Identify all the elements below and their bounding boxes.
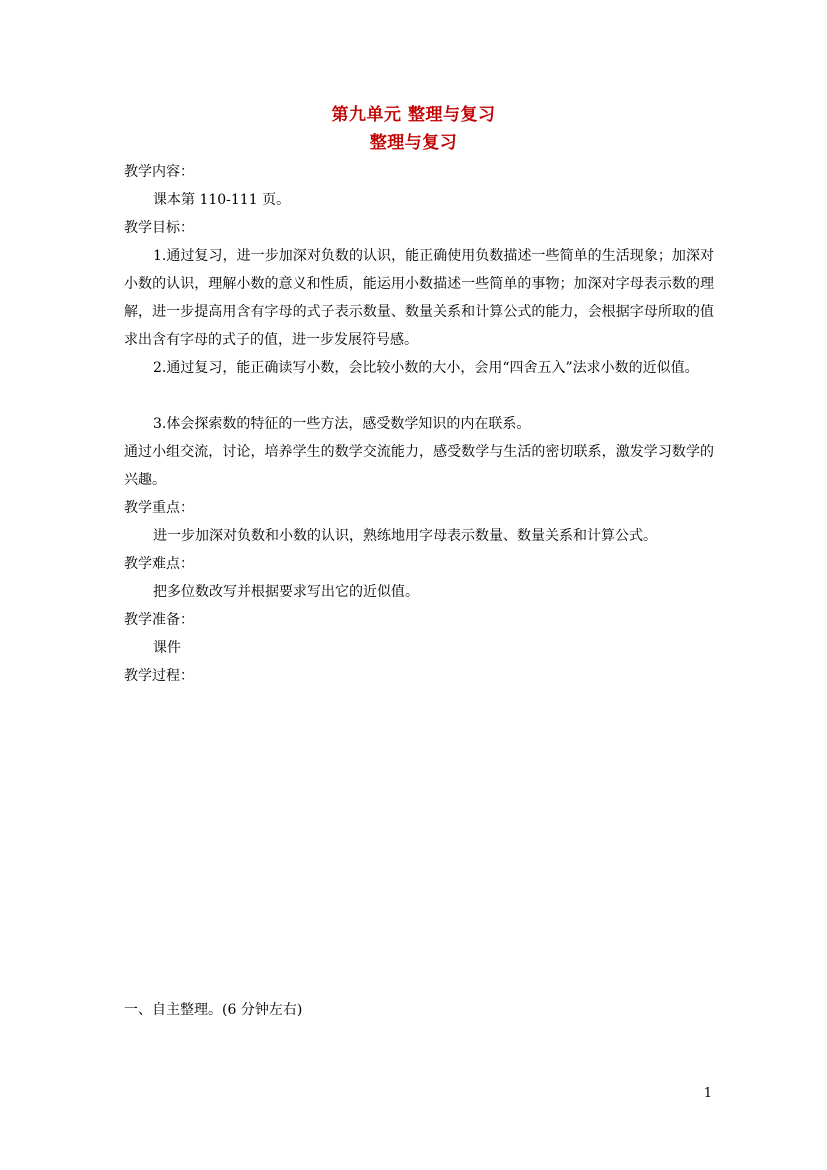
unit-title: 第九单元 整理与复习 bbox=[331, 105, 496, 125]
goals-label: 教学目标： bbox=[124, 220, 194, 236]
lesson-title: 整理与复习 bbox=[369, 133, 458, 153]
key-text: 进一步加深对负数和小数的认识，熟练地用字母表示数量、数量关系和计算公式。 bbox=[153, 528, 657, 544]
difficulty-label: 教学难点： bbox=[124, 556, 194, 572]
content-label: 教学内容： bbox=[124, 164, 194, 180]
key-label: 教学重点： bbox=[124, 500, 194, 516]
goal-3: 3.体会探索数的特征的一些方法，感受数学知识的内在联系。 bbox=[153, 416, 531, 432]
content-text: 课本第 110-111 页。 bbox=[153, 192, 291, 208]
goal-4: 通过小组交流，讨论，培养学生的数学交流能力，感受数学与生活的密切联系，激发学习数学的兴趣。 bbox=[124, 444, 714, 488]
goal-1: 1.通过复习，进一步加深对负数的认识，能正确使用负数描述一些简单的生活现象；加深对小数的认识，理解小数的意义和性质，能运用小数描述一些简单的事物；加深对字母表示数的理解，进一步提高用含有字母的式子表示数量、数量关系和计算公式的能力，会根据字母所取的值求出含有字母的式子的值，进一步发展符号感。 bbox=[124, 248, 714, 348]
page-number: 1 bbox=[703, 1086, 712, 1101]
difficulty-text: 把多位数改写并根据要求写出它的近似值。 bbox=[153, 584, 419, 600]
process-label: 教学过程： bbox=[124, 668, 194, 684]
goal-2: 2.通过复习，能正确读写小数，会比较小数的大小，会用“四舍五入”法求小数的近似值。 bbox=[153, 360, 699, 376]
prep-label: 教学准备： bbox=[124, 612, 194, 628]
prep-text: 课件 bbox=[153, 640, 181, 656]
step-1-heading: 一、自主整理。(6 分钟左右) bbox=[124, 1002, 303, 1018]
